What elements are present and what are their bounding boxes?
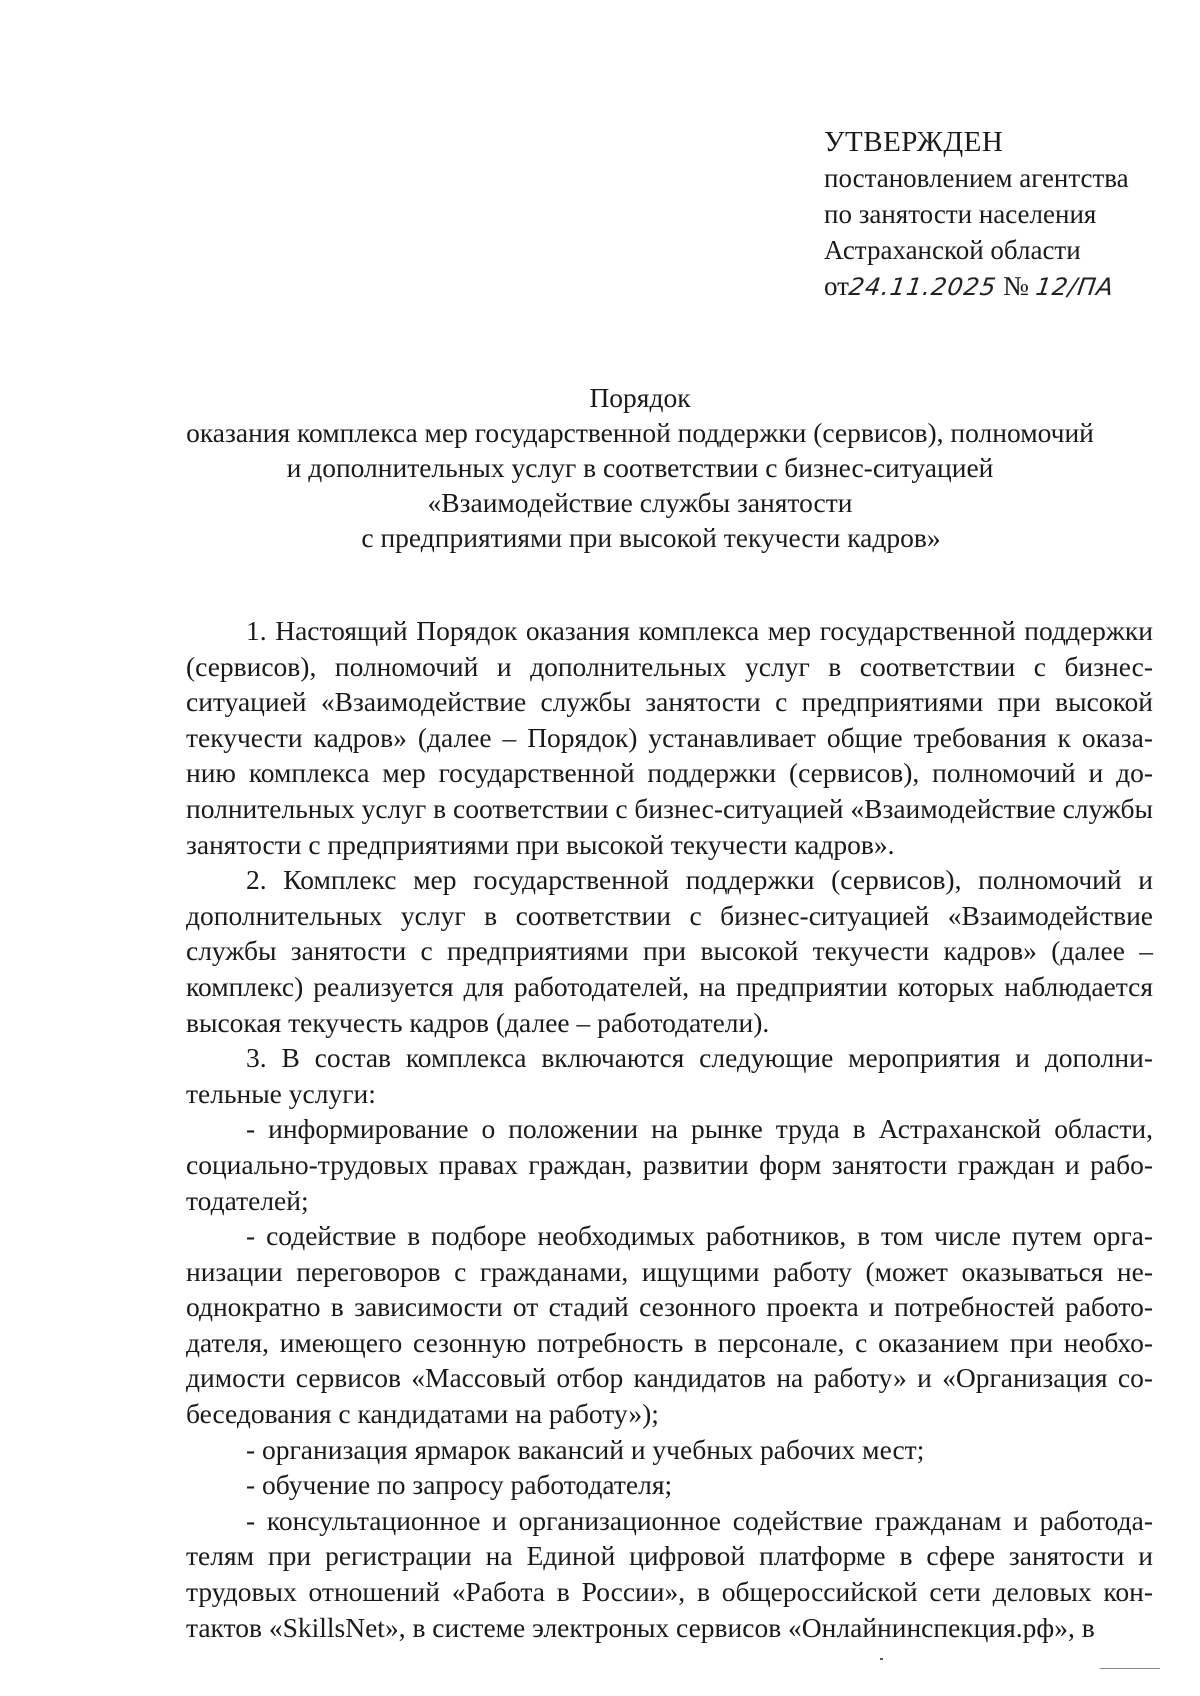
title-line-5: с предприятиями при высокой текучести кадров» bbox=[361, 522, 941, 553]
title-line-1: Порядок bbox=[589, 382, 691, 413]
handwritten-date: 24.11.2025 bbox=[846, 273, 999, 301]
scan-speck bbox=[880, 1658, 883, 1660]
title-line-3: и дополнительных услуг в соответствии с бизнес-ситуацией bbox=[286, 452, 994, 483]
list-item-job-fairs: - организация ярмарок вакансий и учебных рабочих мест; bbox=[246, 1433, 925, 1465]
approval-line-2: по занятости населения bbox=[824, 199, 1097, 229]
paragraph-3: 3. В состав комплекса включаются следующие мероприятия и дополнительные услуги: bbox=[186, 1042, 1153, 1109]
paragraph-1: 1. Настоящий Порядок оказания комплекса мер государственной поддержки (сервисов), полномочий и дополнительных услуг в соответствии с бизнес-ситуацией «Взаимодействие службы занятости с предприятиями при высокой текучести кадров» (далее – Порядок) устанавливает общие требования к оказанию комплекса мер государственной поддержки (сервисов), полномочий и дополнительных услуг в соответствии с бизнес-ситуацией «Взаимодействие службы занятости с предприятиями при высокой текучести кадров». bbox=[186, 615, 1153, 860]
title-line-4: «Взаимодействие службы занятости bbox=[427, 487, 853, 518]
approval-line-1: постановлением агентства bbox=[824, 163, 1129, 193]
title-line-2: оказания комплекса мер государственной поддержки (сервисов), полномочий bbox=[186, 417, 1094, 448]
date-prefix: от bbox=[824, 271, 849, 301]
paragraph-2: 2. Комплекс мер государственной поддержки (сервисов), полномочий и дополнительных услуг в соответствии с бизнес-ситуацией «Взаимодействие службы занятости с предприятиями при высокой текучести кадров» (далее – комплекс) реализуется для работодателей, на предприятии которых наблюдается высокая текучесть кадров (далее – работодатели). bbox=[186, 864, 1153, 1038]
approval-stamp-block bbox=[824, 124, 1129, 305]
document-body bbox=[186, 613, 1153, 1645]
scan-speck bbox=[1100, 1668, 1160, 1669]
list-item-informing: - информирование о положении на рынке труда в Астраханской области, социально-трудовых правах граждан, развитии форм занятости граждан и работодателей; bbox=[186, 1113, 1153, 1216]
list-item-training: - обучение по запросу работодателя; bbox=[246, 1469, 673, 1501]
number-sign: № bbox=[1003, 271, 1029, 301]
list-item-recruitment: - содействие в подборе необходимых работников, в том числе путем организации переговоров с гражданами, ищущими работу (может оказываться неоднократно в зависимости от стадий сезонного проекта и потребностей работодателя, имеющего сезонную потребность в персонале, с оказанием при необходимости сервисов «Массовый отбор кандидатов на работу» и «Организация собеседования с кандидатами на работу»); bbox=[186, 1220, 1153, 1430]
list-item-consulting: - консультационное и организационное содействие гражданам и работодателям при регистрации на Единой цифровой платформе в сфере занятости и трудовых отношений «Работа в России», в общероссийской сети деловых контактов «SkillsNet», в системе электроных сервисов «Онлайнинспекция.рф», в bbox=[186, 1504, 1153, 1643]
handwritten-number: 12/ПА bbox=[1033, 273, 1116, 301]
approval-heading: УТВЕРЖДЕН bbox=[824, 126, 1004, 158]
approval-line-3: Астраханской области bbox=[824, 235, 1081, 265]
approval-date-line bbox=[824, 268, 1129, 305]
document-title bbox=[150, 380, 1130, 555]
